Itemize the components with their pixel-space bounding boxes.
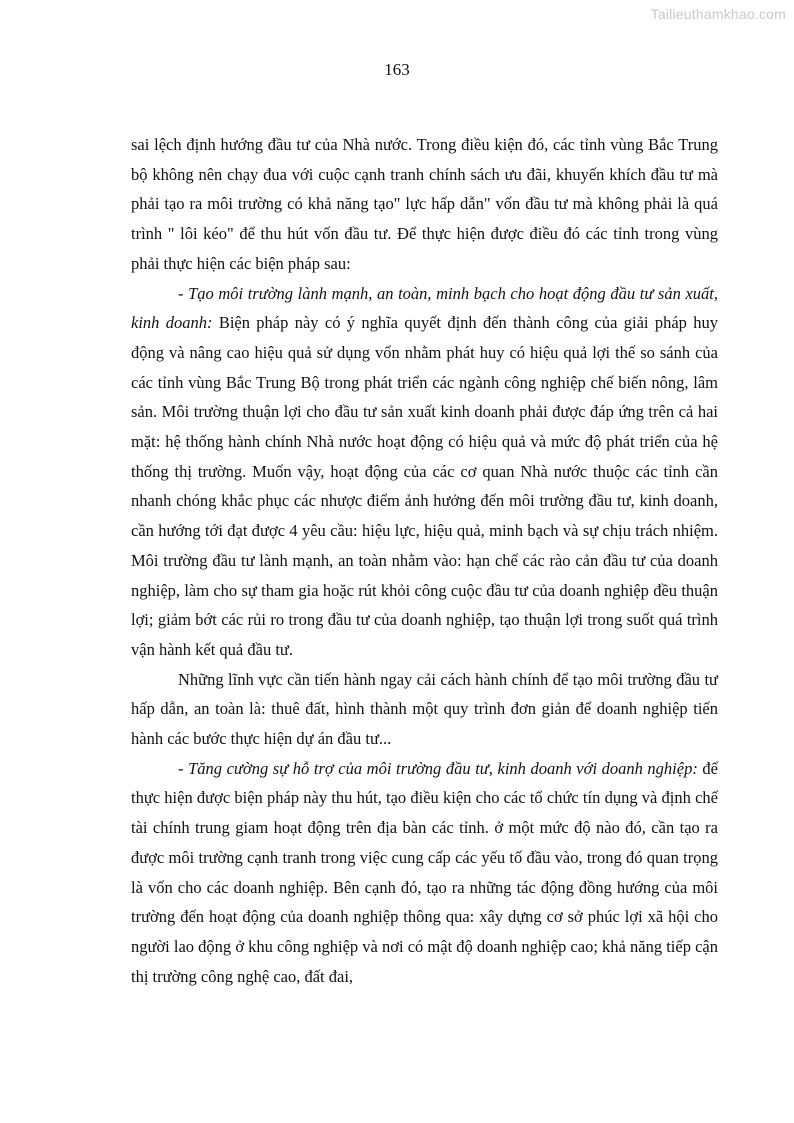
watermark-text: Tailieuthamkhao.com	[650, 6, 786, 22]
page-number: 163	[384, 60, 410, 79]
paragraph-1	[131, 130, 718, 279]
paragraph-4-heading: - Tăng cường sự hỗ trợ của môi trường đầu tư, kinh doanh với doanh nghiệp:	[178, 758, 698, 778]
document-body	[131, 130, 718, 991]
paragraph-4-text: để thực hiện được biện pháp này thu hút, tạo điều kiện cho các tổ chức tín dụng và định chế tài chính trung giam hoạt động trên địa bàn các tỉnh. ở một mức độ nào đó, cần tạo ra được môi trường cạnh tranh trong việc cung cấp các yếu tố đầu vào, trong đó quan trọng là vốn cho các doanh nghiệp. Bên cạnh đó, tạo ra những tác động đồng hướng của môi trường đến hoạt động của doanh nghiệp thông qua: xây dựng cơ sở phúc lợi xã hội cho người lao động ở khu công nghiệp và nơi có mật độ doanh nghiệp cao; khả năng tiếp cận thị trường công nghệ cao, đất đai,	[131, 758, 718, 986]
paragraph-1-text: sai lệch định hướng đầu tư của Nhà nước. Trong điều kiện đó, các tỉnh vùng Bắc Trung bộ không nên chạy đua với cuộc cạnh tranh chính sách ưu đãi, khuyến khích đầu tư mà phải tạo ra môi trường có khả năng tạo" lực hấp dẫn" vốn đầu tư mà không phải là quá trình " lôi kéo" để thu hút vốn đầu tư. Để thực hiện được điều đó các tỉnh trong vùng phải thực hiện các biện pháp sau:	[131, 135, 718, 273]
paragraph-2-text: Biện pháp này có ý nghĩa quyết định đến thành công của giải pháp huy động và nâng cao hiệu quả sử dụng vốn nhằm phát huy có hiệu quả lợi thế so sánh của các tỉnh vùng Bắc Trung Bộ trong phát triển các ngành công nghiệp chế biến nông, lâm sản. Môi trường thuận lợi cho đầu tư sản xuất kinh doanh phải được đáp ứng trên cả hai mặt: hệ thống hành chính Nhà nước hoạt động có hiệu quả và mức độ phát triển của hệ thống thị trường. Muốn vậy, hoạt động của các cơ quan Nhà nước thuộc các tỉnh cần nhanh chóng khắc phục các nhược điểm ảnh hưởng đến môi trường đầu tư, kinh doanh, cần hướng tới đạt được 4 yêu cầu: hiệu lực, hiệu quả, minh bạch và sự chịu trách nhiệm. Môi trường đầu tư lành mạnh, an toàn nhằm vào: hạn chế các rào cản đầu tư của doanh nghiệp, làm cho sự tham gia hoặc rút khỏi công cuộc đầu tư của doanh nghiệp đều thuận lợi; giảm bớt các rủi ro trong đầu tư của doanh nghiệp, tạo thuận lợi trong suốt quá trình vận hành kết quả đầu tư.	[131, 313, 718, 659]
paragraph-2-heading: - Tạo môi trường lành mạnh, an toàn, minh bạch cho hoạt động đầu tư sản xuất, kinh doanh:	[131, 283, 718, 333]
paragraph-3	[131, 665, 718, 754]
paragraph-4	[131, 754, 718, 992]
paragraph-3-text: Những lĩnh vực cần tiến hành ngay cải cách hành chính để tạo môi trường đầu tư hấp dẫn, an toàn là: thuê đất, hình thành một quy trình đơn giản để doanh nghiệp tiến hành các bước thực hiện dự án đầu tư...	[131, 669, 718, 749]
paragraph-2	[131, 279, 718, 665]
